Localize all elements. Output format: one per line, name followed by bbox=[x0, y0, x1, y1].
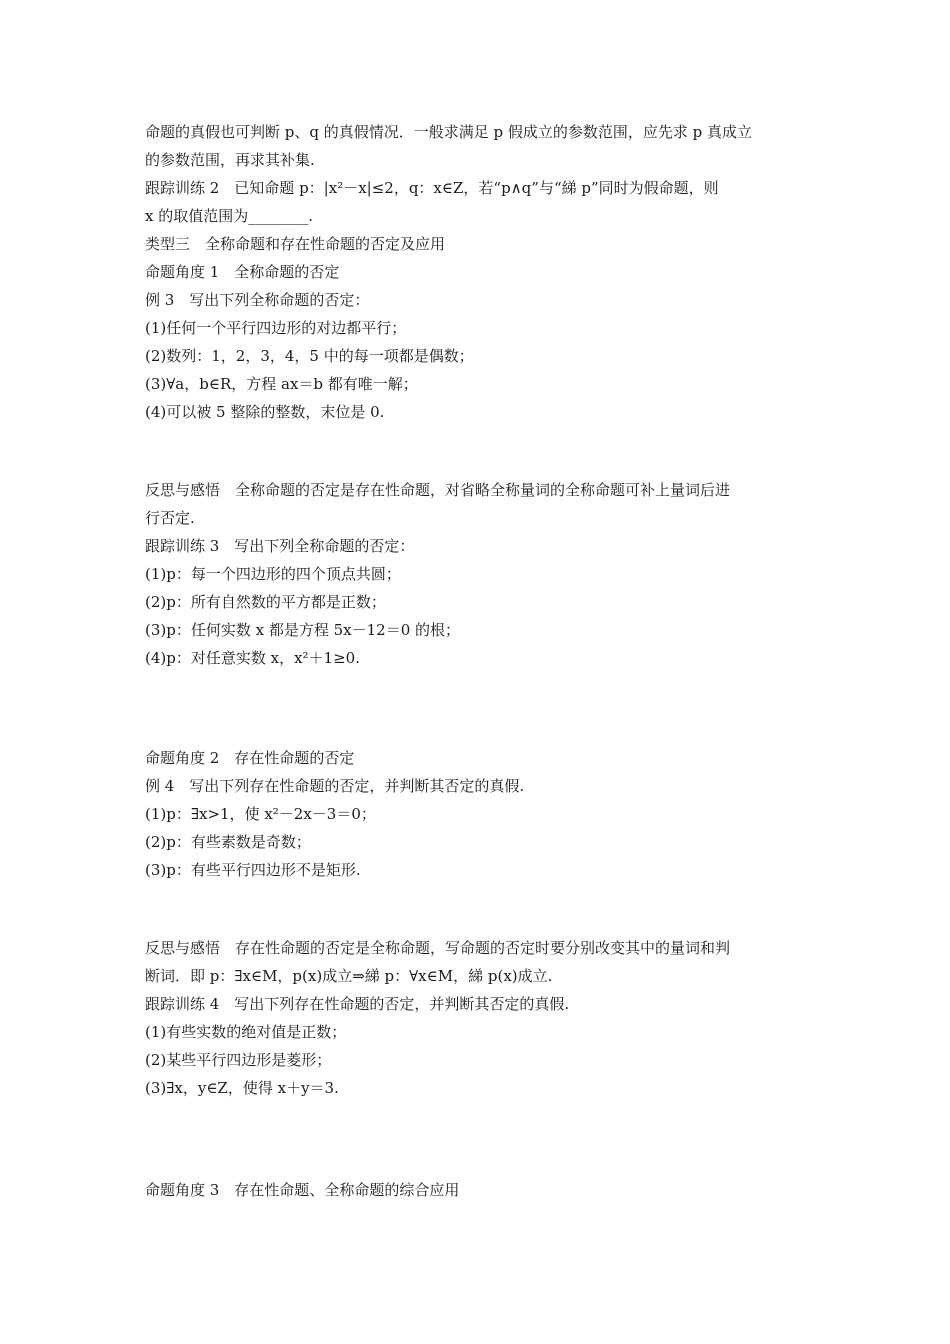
text-line: 命题的真假也可判断 p、q 的真假情况．一般求满足 p 假成立的参数范围，应先求 p 真成立 bbox=[145, 123, 753, 141]
list-item: (1)p：∃x>1，使 x²－2x－3＝0； bbox=[145, 805, 376, 823]
list-item: (2)某些平行四边形是菱形； bbox=[145, 1051, 332, 1069]
text-line: 的参数范围，再求其补集. bbox=[145, 151, 315, 169]
list-item: (2)p：有些素数是奇数； bbox=[145, 833, 311, 851]
list-item: (2)p：所有自然数的平方都是正数； bbox=[145, 593, 386, 611]
list-item: (3)∀a，b∈R，方程 ax＝b 都有唯一解； bbox=[145, 375, 418, 393]
exercise-title: 跟踪训练 3 写出下列全称命题的否定： bbox=[145, 537, 415, 555]
list-item: (1)任何一个平行四边形的对边都平行； bbox=[145, 319, 407, 337]
text-line: 跟踪训练 2 已知命题 p：|x²－x|≤2，q：x∈Z，若“p∧q”与“綈 p”同时为假命题，则 bbox=[145, 179, 719, 197]
exercise-title: 跟踪训练 4 写出下列存在性命题的否定，并判断其否定的真假. bbox=[145, 995, 570, 1013]
list-item: (3)∃x，y∈Z，使得 x＋y＝3. bbox=[145, 1079, 339, 1097]
list-item: (1)p：每一个四边形的四个顶点共圆； bbox=[145, 565, 401, 583]
list-item: (3)p：任何实数 x 都是方程 5x－12＝0 的根； bbox=[145, 621, 461, 639]
list-item: (3)p：有些平行四边形不是矩形. bbox=[145, 861, 361, 879]
text-line: 行否定. bbox=[145, 509, 195, 527]
subsection-heading: 命题角度 1 全称命题的否定 bbox=[145, 263, 340, 281]
list-item: (1)有些实数的绝对值是正数； bbox=[145, 1023, 347, 1041]
list-item: (4)可以被 5 整除的整数，末位是 0. bbox=[145, 403, 385, 421]
text-line: 断词．即 p：∃x∈M，p(x)成立⇒綈 p：∀x∈M，綈 p(x)成立. bbox=[145, 967, 553, 985]
subsection-heading: 命题角度 3 存在性命题、全称命题的综合应用 bbox=[145, 1181, 460, 1199]
text-line: 反思与感悟 存在性命题的否定是全称命题，写命题的否定时要分别改变其中的量词和判 bbox=[145, 939, 731, 957]
list-item: (4)p：对任意实数 x，x²＋1≥0. bbox=[145, 649, 360, 667]
example-title: 例 4 写出下列存在性命题的否定，并判断其否定的真假. bbox=[145, 777, 525, 795]
text-line: 反思与感悟 全称命题的否定是存在性命题，对省略全称量词的全称命题可补上量词后进 bbox=[145, 481, 731, 499]
list-item: (2)数列：1，2，3，4，5 中的每一项都是偶数； bbox=[145, 347, 474, 365]
example-title: 例 3 写出下列全称命题的否定： bbox=[145, 291, 370, 309]
section-heading: 类型三 全称命题和存在性命题的否定及应用 bbox=[145, 235, 446, 253]
text-line: x 的取值范围为________. bbox=[145, 207, 313, 225]
subsection-heading: 命题角度 2 存在性命题的否定 bbox=[145, 749, 355, 767]
